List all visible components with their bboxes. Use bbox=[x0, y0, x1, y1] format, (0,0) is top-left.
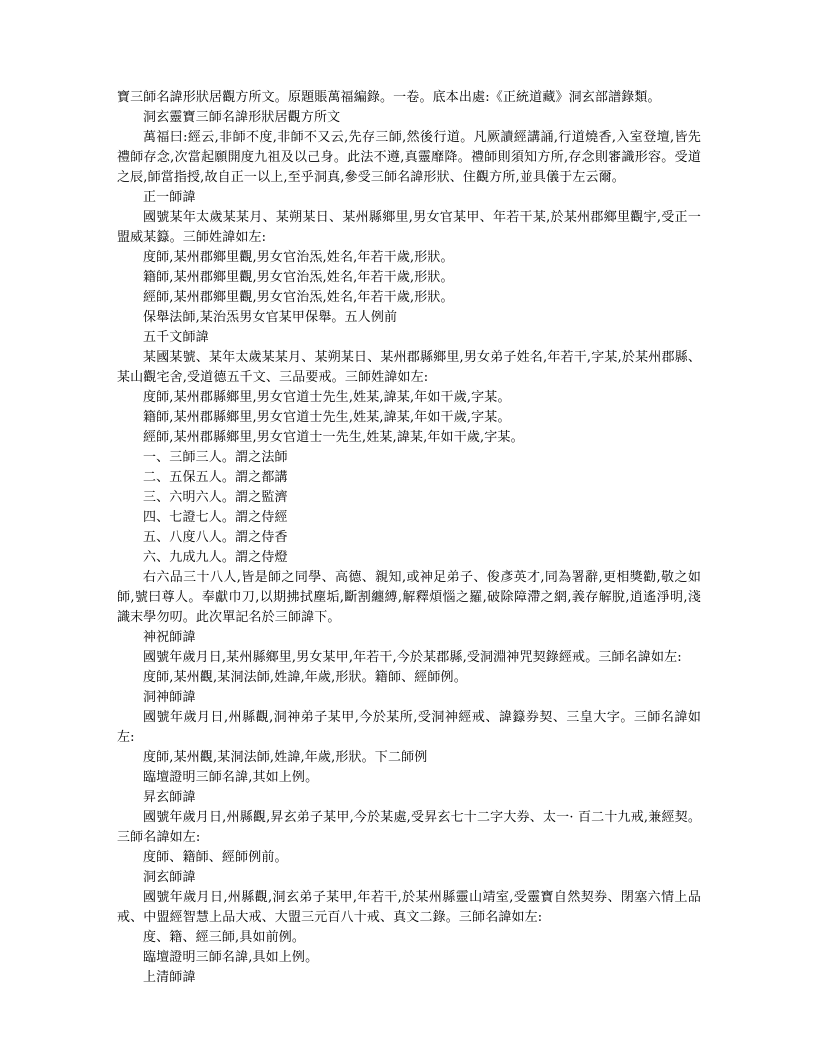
paragraph: 三、六明六人。謂之監濟 bbox=[143, 490, 288, 505]
paragraph: 四、七證七人。謂之侍經 bbox=[143, 510, 288, 525]
paragraph: 右六品三十八人,皆是師之同學、高德、親知,或神足弟子、俊彥英才,同為署辭,更相獎勸,敬之如師,號曰尊人。奉獻巾刀,以期拂拭塵垢,斷割纏縛,解釋煩惱之羅,破除障滯之網,義存解脫,逍遙淨明,淺識末學勿叨。此次單記名於三師諱下。 bbox=[117, 570, 701, 625]
paragraph: 度師,某州觀,某洞法師,姓諱,年歲,形狀。下二師例 bbox=[143, 750, 428, 765]
paragraph: 二、五保五人。謂之都講 bbox=[143, 470, 288, 485]
paragraph: 國號年歲月日,某州縣鄉里,男女某甲,年若干,今於某郡縣,受洞淵神咒契錄經戒。三師名諱如左: bbox=[143, 650, 682, 665]
paragraph: 度師,某州觀,某洞法師,姓諱,年歲,形狀。籍師、經師例。 bbox=[143, 670, 467, 685]
paragraph: 臨壇證明三師名諱,其如上例。 bbox=[143, 770, 319, 785]
paragraph: 上清師諱 bbox=[143, 970, 196, 985]
paragraph: 度、籍、經三師,具如前例。 bbox=[143, 930, 306, 945]
paragraph: 一、三師三人。謂之法師 bbox=[143, 450, 288, 465]
paragraph: 五千文師諱 bbox=[143, 330, 209, 345]
paragraph: 度師、籍師、經師例前。 bbox=[143, 850, 288, 865]
paragraph: 籍師,某州郡鄉里觀,男女官治炁,姓名,年若干歲,形狀。 bbox=[143, 270, 454, 285]
paragraph: 經師,某州郡鄉里觀,男女官治炁,姓名,年若干歲,形狀。 bbox=[143, 290, 454, 305]
paragraph: 國號年歲月日,州縣觀,洞玄弟子某甲,年若干,於某州縣靈山靖室,受靈寶自然契券、閉塞六情上品戒、中盟經智慧上品大戒、大盟三元百八十戒、真文二錄。三師名諱如左: bbox=[117, 890, 701, 925]
paragraph: 洞神師諱 bbox=[143, 690, 196, 705]
paragraph: 洞玄師諱 bbox=[143, 870, 196, 885]
paragraph: 國號某年太歲某某月、某朔某日、某州縣鄉里,男女官某甲、年若干某,於某州郡鄉里觀宇,受正一盟威某籙。三師姓諱如左: bbox=[117, 210, 701, 245]
paragraph: 國號年歲月日,州縣觀,洞神弟子某甲,今於某所,受洞神經戒、諱籙券契、三皇大字。三師名諱如左: bbox=[117, 710, 701, 745]
paragraph: 臨壇證明三師名諱,具如上例。 bbox=[143, 950, 319, 965]
paragraph: 籍師,某州郡縣鄉里,男女官道士先生,姓某,諱某,年如干歲,字某。 bbox=[143, 410, 511, 425]
paragraph: 萬福曰:經云,非師不度,非師不又云,先存三師,然後行道。凡厥讀經講誦,行道燒香,入室登壇,皆先禮師存念,次當起願開度九祖及以己身。此法不遵,真靈靡降。禮師則須知方所,存念則審識形容。受道之辰,師當指授,故自正一以上,至乎洞真,參受三師名諱形狀、住觀方所,並具儀于左云爾。 bbox=[117, 130, 701, 185]
paragraph: 度師,某州郡鄉里觀,男女官治炁,姓名,年若干歲,形狀。 bbox=[143, 250, 454, 265]
paragraph: 五、八度八人。謂之侍香 bbox=[143, 530, 288, 545]
paragraph: 神祝師諱 bbox=[143, 630, 196, 645]
paragraph: 保舉法師,某治炁男女官某甲保舉。五人例前 bbox=[143, 310, 398, 325]
paragraph: 正一師諱 bbox=[143, 190, 196, 205]
document-text-body bbox=[117, 88, 701, 988]
paragraph: 昇玄師諱 bbox=[143, 790, 196, 805]
paragraph: 寶三師名諱形狀居觀方所文。原題賬萬福編錄。一卷。底本出處:《正統道藏》洞玄部譜錄類。 bbox=[117, 90, 661, 105]
paragraph: 度師,某州郡縣鄉里,男女官道士先生,姓某,諱某,年如干歲,字某。 bbox=[143, 390, 511, 405]
paragraph: 經師,某州郡縣鄉里,男女官道士一先生,姓某,諱某,年如干歲,字某。 bbox=[143, 430, 524, 445]
paragraph: 洞玄靈寶三師名諱形狀居觀方所文 bbox=[143, 110, 341, 125]
paragraph: 某國某號、某年太歲某某月、某朔某日、某州郡縣鄉里,男女弟子姓名,年若干,字某,於某州郡縣、某山觀宅舍,受道德五千文、三品要戒。三師姓諱如左: bbox=[117, 350, 701, 385]
paragraph: 國號年歲月日,州縣觀,昇玄弟子某甲,今於某處,受昇玄七十二字大券、太一· 百二十九戒,兼經契。三師名諱如左: bbox=[117, 810, 701, 845]
paragraph: 六、九成九人。謂之侍燈 bbox=[143, 550, 288, 565]
